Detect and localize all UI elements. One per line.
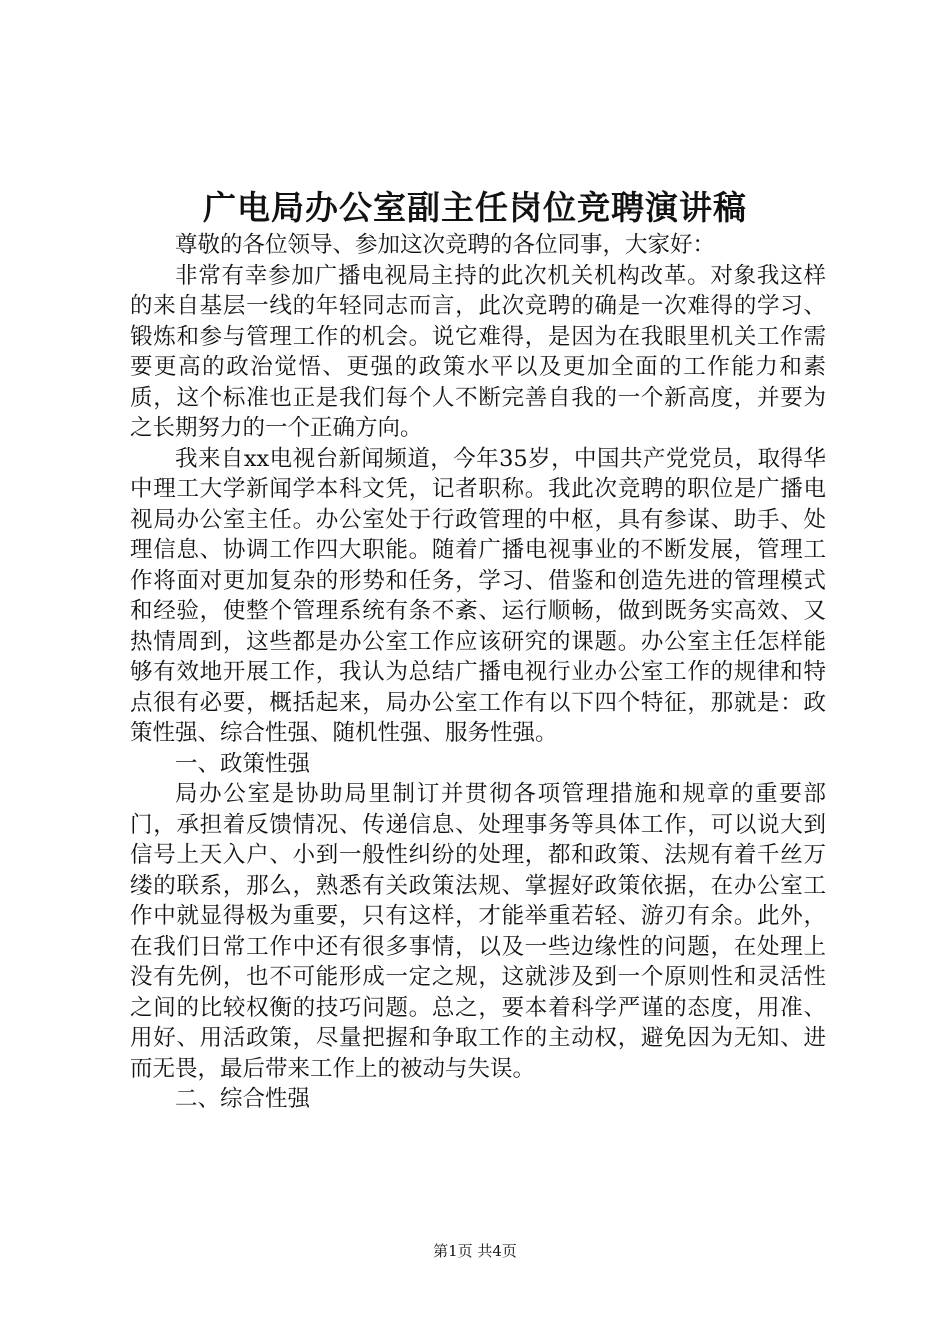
- document-title: 广电局办公室副主任岗位竞聘演讲稿: [203, 188, 747, 227]
- body-paragraph: 局办公室是协助局里制订并贯彻各项管理措施和规章的重要部门，承担着反馈情况、传递信息、处理事务等具体工作，可以说大到信号上天入户、小到一般性纠纷的处理，都和政策、法规有着千丝万缕的联系，那么，熟悉有关政策法规、掌握好政策依据，在办公室工作中就显得极为重要，只有这样，才能举重若轻、游刃有余。此外，在我们日常工作中还有很多事情，以及一些边缘性的问题，在处理上没有先例，也不可能形成一定之规，这就涉及到一个原则性和灵活性之间的比较权衡的技巧问题。总之，要本着科学严谨的态度，用准、用好、用活政策，尽量把握和争取工作的主动权，避免因为无知、进而无畏，最后带来工作上的被动与失误。: [130, 781, 826, 1082]
- page-footer: 第1页 共4页: [433, 1242, 517, 1260]
- document-body: [130, 230, 826, 1115]
- salutation-paragraph: 尊敬的各位领导、参加这次竞聘的各位同事，大家好：: [175, 232, 716, 258]
- section-heading: 一、政策性强: [175, 750, 311, 777]
- body-paragraph: 我来自xx电视台新闻频道，今年35岁，中国共产党党员，取得华中理工大学新闻学本科文凭，记者职称。我此次竞聘的职位是广播电视局办公室主任。办公室处于行政管理的中枢，具有参谋、助手、处理信息、协调工作四大职能。随着广播电视事业的不断发展，管理工作将面对更加复杂的形势和任务，学习、借鉴和创造先进的管理模式和经验，使整个管理系统有条不紊、运行顺畅，做到既务实高效、又热情周到，这些都是办公室工作应该研究的课题。办公室主任怎样能够有效地开展工作，我认为总结广播电视行业办公室工作的规律和特点很有必要，概括起来，局办公室工作有以下四个特征，那就是：政策性强、综合性强、随机性强、服务性强。: [130, 445, 826, 746]
- body-paragraph: 非常有幸参加广播电视局主持的此次机关机构改革。对象我这样的来自基层一线的年轻同志而言，此次竞聘的确是一次难得的学习、锻炼和参与管理工作的机会。说它难得，是因为在我眼里机关工作需要更高的政治觉悟、更强的政策水平以及更加全面的工作能力和素质，这个标准也正是我们每个人不断完善自我的一个新高度，并要为之长期努力的一个正确方向。: [130, 262, 826, 441]
- section-heading: 二、综合性强: [175, 1086, 311, 1112]
